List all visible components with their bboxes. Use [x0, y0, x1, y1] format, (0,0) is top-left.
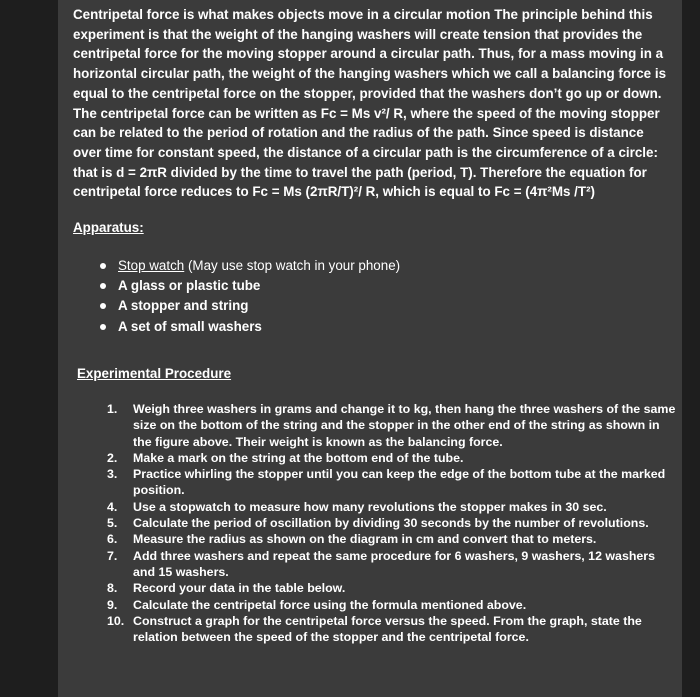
step-number: 6.: [107, 532, 118, 547]
intro-paragraph: [73, 5, 675, 202]
intro-line: experiment is that the weight of the hanging washers will create tension that provides the: [73, 26, 643, 42]
procedure-step: [107, 401, 677, 450]
intro-line: can be related to the period of rotation and the radius of the path. Since speed is distance: [73, 125, 644, 141]
apparatus-item: [104, 256, 400, 276]
apparatus-item-label: A glass or plastic tube: [118, 278, 261, 294]
procedure-step: [107, 580, 677, 596]
procedure-step: [107, 466, 677, 499]
procedure-heading: Experimental Procedure: [77, 366, 232, 381]
procedure-step: [107, 531, 677, 547]
step-text: Measure the radius as shown on the diagram in cm and convert that to meters.: [133, 532, 597, 547]
apparatus-item-label: A stopper and string: [118, 298, 249, 314]
step-text: Use a stopwatch to measure how many revolutions the stopper makes in 30 sec.: [133, 499, 607, 514]
step-text: Add three washers and repeat the same procedure for 6 washers, 9 washers, 12 washers and 15 washers.: [133, 548, 656, 579]
intro-line: centripetal force for the moving stopper around a circular path. Thus, for a mass moving in a: [73, 46, 664, 62]
step-text: Weigh three washers in grams and change it to kg, then hang the three washers of the same size on the bottom of the string and the stopper in the other end of the string as shown in the figure above. Their weight is known as the balancing force.: [133, 402, 676, 449]
intro-line: equal to the centripetal force on the stopper, provided that the washers don’t go up or down.: [73, 85, 662, 101]
intro-line: over time for constant speed, the distance of a circular path is the circumference of a circle:: [73, 144, 658, 160]
intro-line: that is d = 2πR divided by the time to travel the path (period, T). Therefore the equation for: [73, 164, 647, 180]
intro-line: horizontal circular path, the weight of the hanging washers which we call a balancing force is: [73, 66, 667, 82]
step-number: 8.: [107, 581, 118, 596]
apparatus-item: [104, 317, 400, 337]
step-text: Make a mark on the string at the bottom end of the tube.: [133, 450, 464, 465]
step-text: Construct a graph for the centripetal force versus the speed. From the graph, state the relation between the speed of the stopper and the centripetal force.: [133, 613, 642, 645]
document-page: [58, 0, 682, 697]
intro-line: Centripetal force is what makes objects move in a circular motion The principle behind this: [73, 7, 653, 22]
procedure-step: [107, 450, 677, 466]
apparatus-item-label: Stop watch: [118, 258, 185, 273]
intro-line: centripetal force reduces to Fc = Ms (2πR/T)²/ R, which is equal to Fc = (4π²Ms /T²): [73, 184, 595, 200]
procedure-step: [107, 613, 677, 646]
apparatus-item: [104, 296, 400, 316]
apparatus-item: [104, 276, 400, 296]
step-number: 7.: [107, 548, 118, 563]
step-number: 2.: [107, 450, 118, 465]
step-text: Calculate the centripetal force using the formula mentioned above.: [133, 597, 527, 612]
step-number: 10.: [107, 613, 125, 628]
step-number: 9.: [107, 597, 118, 612]
apparatus-item-note: (May use stop watch in your phone): [184, 258, 401, 273]
intro-line: The centripetal force can be written as Fc = Ms v²/ R, where the speed of the moving stopper: [73, 105, 660, 121]
procedure-step: [107, 548, 677, 581]
step-number: 1.: [107, 402, 118, 416]
procedure-step: [107, 515, 677, 531]
procedure-step: [107, 597, 677, 613]
apparatus-heading: Apparatus:: [73, 220, 144, 235]
apparatus-list: [104, 256, 400, 337]
step-text: Practice whirling the stopper until you can keep the edge of the bottom tube at the marked position.: [133, 467, 666, 498]
step-number: 5.: [107, 516, 118, 531]
procedure-steps: [107, 401, 677, 645]
procedure-step: [107, 499, 677, 515]
step-text: Record your data in the table below.: [133, 581, 346, 596]
step-text: Calculate the period of oscillation by dividing 30 seconds by the number of revolutions.: [133, 516, 649, 531]
apparatus-item-label: A set of small washers: [118, 318, 262, 334]
step-number: 3.: [107, 467, 118, 482]
step-number: 4.: [107, 499, 118, 514]
